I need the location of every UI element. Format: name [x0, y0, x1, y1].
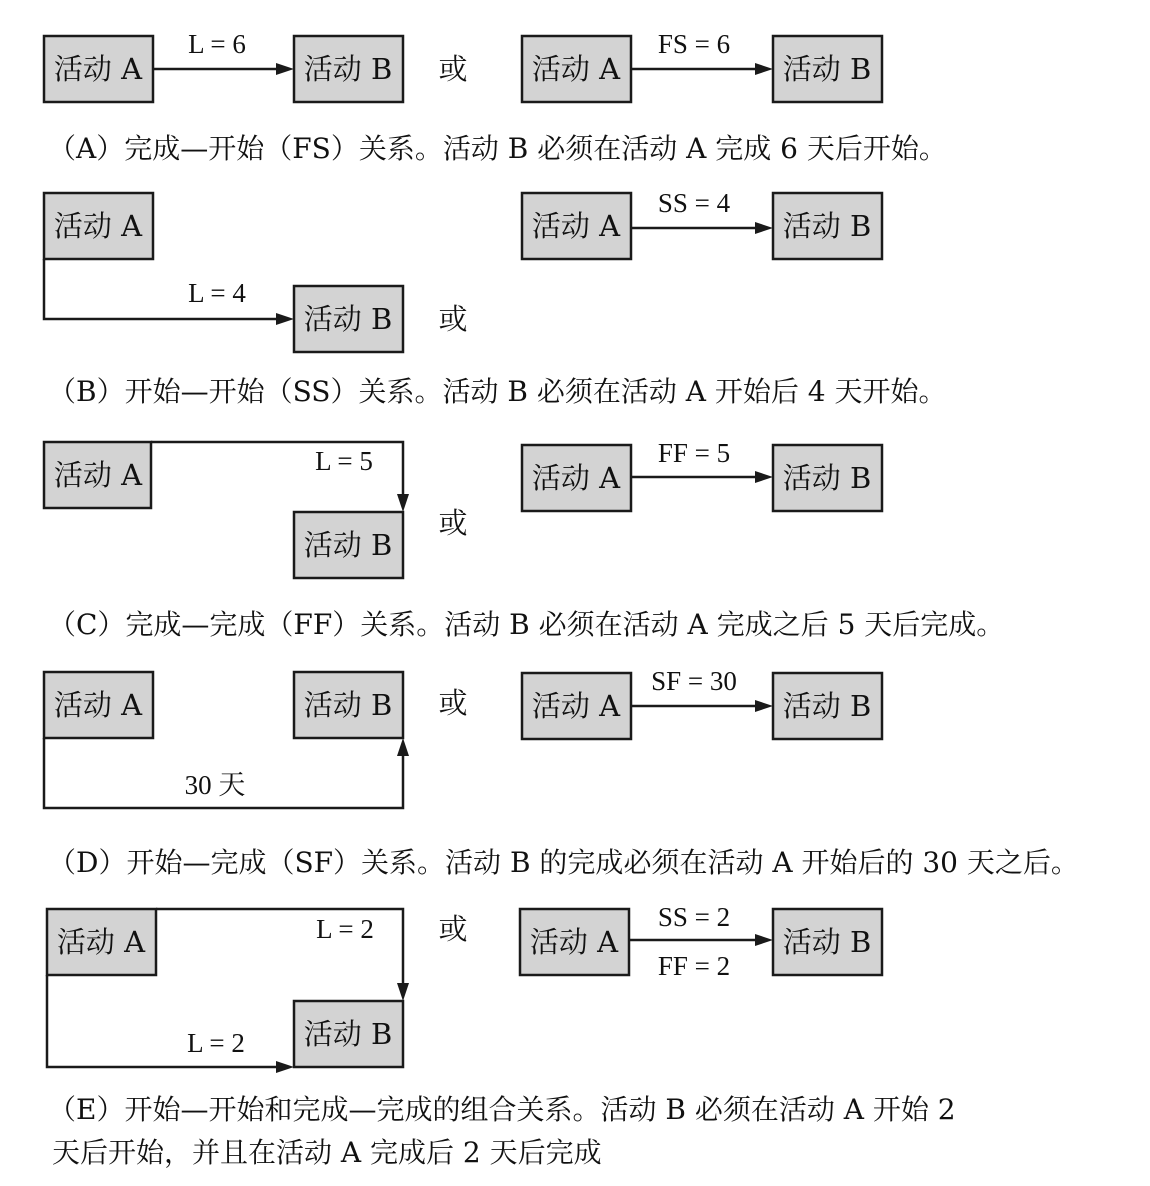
- row-b-or-label: 或: [438, 302, 468, 336]
- row-b-caption: （B）开始—开始（SS）关系。活动 B 必须在活动 A 开始后 4 天开始。: [48, 375, 947, 408]
- row-c-right-activity-b-label: 活动 B: [782, 461, 872, 495]
- row-b: [44, 188, 946, 408]
- row-d-right-activity-b-label: 活动 B: [782, 689, 872, 723]
- row-e-right-relation-bottom-label: FF = 2: [657, 951, 731, 981]
- row-e-left-top-arrowhead: [397, 983, 409, 1001]
- row-e-caption-line-2: 天后开始，并且在活动 A 完成后 2 天后完成: [52, 1136, 602, 1169]
- row-e-left-activity-a-label: 活动 A: [56, 925, 146, 959]
- row-a-left-activity-b-label: 活动 B: [303, 52, 393, 86]
- row-e-caption-line-1: （E）开始—开始和完成—完成的组合关系。活动 B 必须在活动 A 开始 2: [48, 1093, 956, 1126]
- row-e-right-arrowhead: [755, 934, 773, 946]
- row-b-left-lag-label: L = 4: [188, 278, 246, 308]
- row-a: [44, 29, 947, 165]
- row-a-right-activity-b-label: 活动 B: [782, 52, 872, 86]
- row-c-left-lag-label: L = 5: [315, 446, 373, 476]
- row-b-left-arrowhead: [276, 313, 294, 325]
- row-b-right-arrowhead: [755, 222, 773, 234]
- row-d-left-activity-b-label: 活动 B: [303, 688, 393, 722]
- row-a-or-label: 或: [438, 52, 468, 86]
- row-a-right-activity-a-label: 活动 A: [531, 52, 621, 86]
- row-b-right-activity-a-label: 活动 A: [531, 209, 621, 243]
- row-e-right-relation-top-label: SS = 2: [657, 902, 731, 932]
- row-e-left-bottom-connector: [47, 975, 280, 1067]
- row-c: [44, 438, 1004, 641]
- row-d-right-activity-a-label: 活动 A: [531, 689, 621, 723]
- row-e-left-bottom-lag-label: L = 2: [187, 1028, 245, 1058]
- row-e-or-label: 或: [438, 912, 468, 946]
- row-c-caption: （C）完成—完成（FF）关系。活动 B 必须在活动 A 完成之后 5 天后完成。: [48, 608, 1005, 641]
- row-e-left-activity-b-label: 活动 B: [303, 1017, 393, 1051]
- row-c-left-activity-a-label: 活动 A: [53, 458, 143, 492]
- row-c-left-arrowhead: [397, 494, 409, 512]
- row-d-left-activity-a-label: 活动 A: [53, 688, 143, 722]
- row-b-right-activity-b-label: 活动 B: [782, 209, 872, 243]
- row-a-left-lag-label: L = 6: [188, 29, 246, 59]
- row-e-right-activity-a-label: 活动 A: [529, 925, 619, 959]
- row-e: [47, 902, 956, 1169]
- row-a-right-arrowhead: [755, 63, 773, 75]
- row-e-left-bottom-arrowhead: [276, 1061, 294, 1073]
- row-d: [44, 666, 1079, 879]
- row-c-left-activity-b-label: 活动 B: [303, 528, 393, 562]
- row-a-right-relation-label: FS = 6: [657, 29, 731, 59]
- row-a-left-activity-a-label: 活动 A: [53, 52, 143, 86]
- row-d-or-label: 或: [438, 686, 468, 720]
- row-c-right-relation-label: FF = 5: [657, 438, 731, 468]
- row-b-right-relation-label: SS = 4: [657, 188, 731, 218]
- row-a-left-arrowhead: [276, 63, 294, 75]
- row-b-left-activity-a-label: 活动 A: [53, 209, 143, 243]
- row-d-right-relation-label: SF = 30: [651, 666, 737, 696]
- row-a-caption: （A）完成—开始（FS）关系。活动 B 必须在活动 A 完成 6 天后开始。: [48, 132, 947, 165]
- row-d-right-arrowhead: [755, 700, 773, 712]
- row-b-left-activity-b-label: 活动 B: [303, 302, 393, 336]
- row-d-left-lag-label: 30 天: [184, 770, 246, 800]
- row-d-caption: （D）开始—完成（SF）关系。活动 B 的完成必须在活动 A 开始后的 30 天之后。: [48, 846, 1079, 879]
- row-e-right-activity-b-label: 活动 B: [782, 925, 872, 959]
- row-c-right-arrowhead: [755, 471, 773, 483]
- row-d-left-arrowhead: [397, 738, 409, 756]
- row-e-left-top-lag-label: L = 2: [316, 914, 374, 944]
- row-c-right-activity-a-label: 活动 A: [531, 461, 621, 495]
- row-c-or-label: 或: [438, 506, 468, 540]
